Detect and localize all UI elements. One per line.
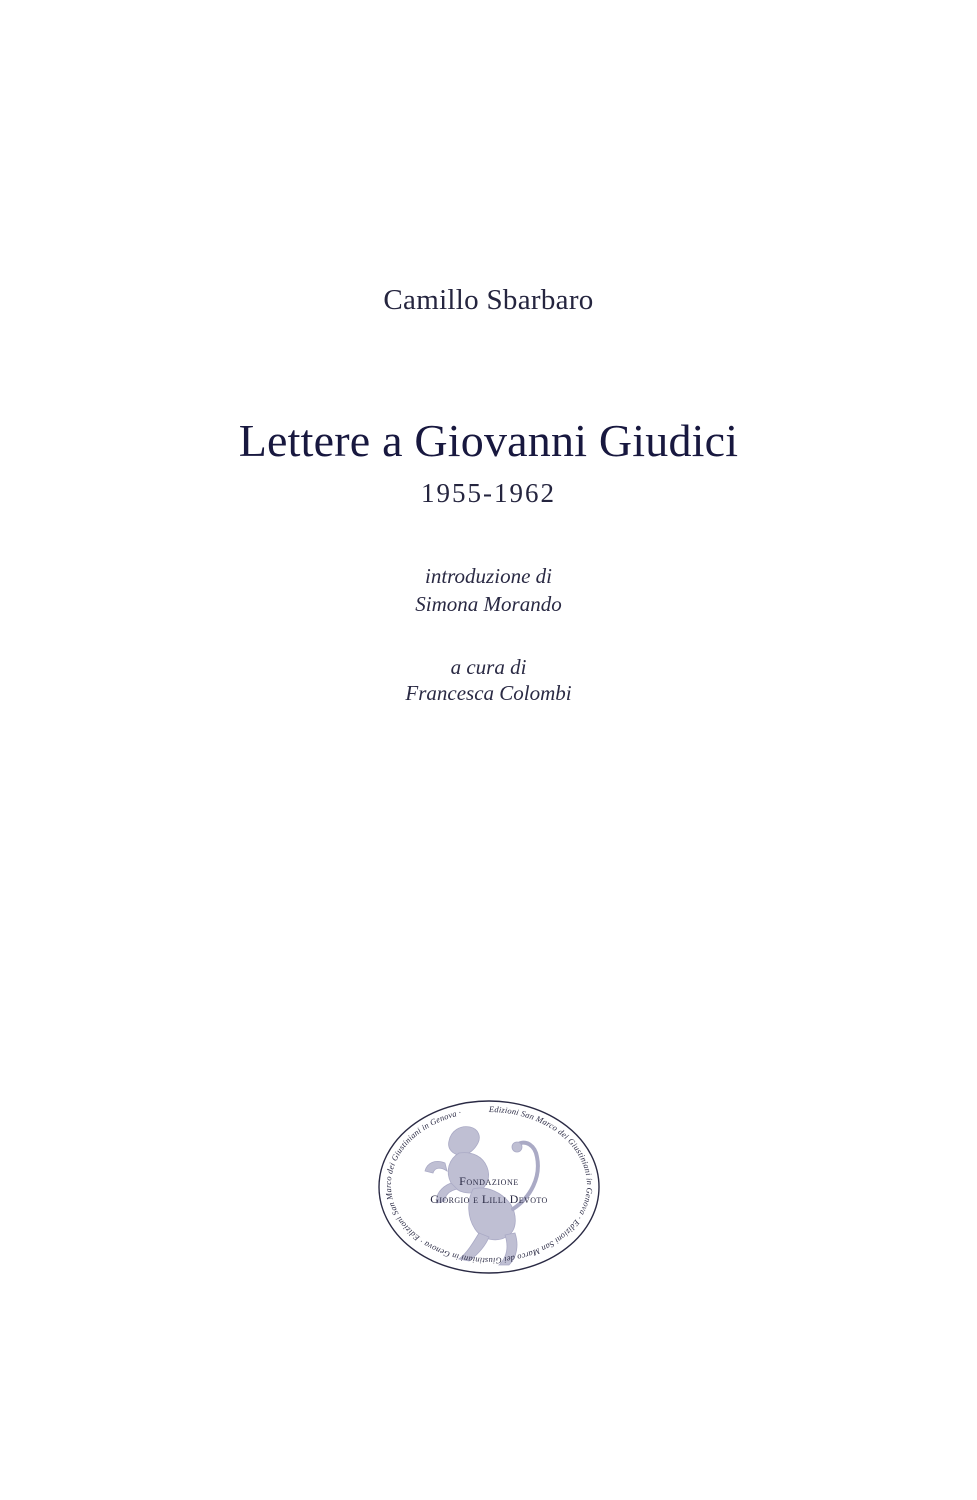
introduction-author: Simona Morando	[415, 592, 562, 616]
seal-line-foundation: Fondazione	[459, 1174, 519, 1188]
introduction-label: introduzione di	[425, 564, 552, 588]
publisher-seal	[375, 1097, 603, 1277]
book-title: Lettere a Giovanni Giudici	[238, 415, 739, 466]
editor-label: a cura di	[450, 655, 527, 679]
editor-name: Francesca Colombi	[405, 681, 572, 705]
seal-ring-text: Edizioni San Marco dei Giustiniani in Genova · Edizioni San Marco dei Giustiniani in Genova · Edizioni San Marco dei Giustiniani in Genova ·	[383, 1104, 594, 1266]
author-name: Camillo Sbarbaro	[383, 284, 594, 316]
date-range: 1955-1962	[421, 478, 556, 508]
seal-line-name: Giorgio e Lilli Devoto	[430, 1192, 548, 1206]
